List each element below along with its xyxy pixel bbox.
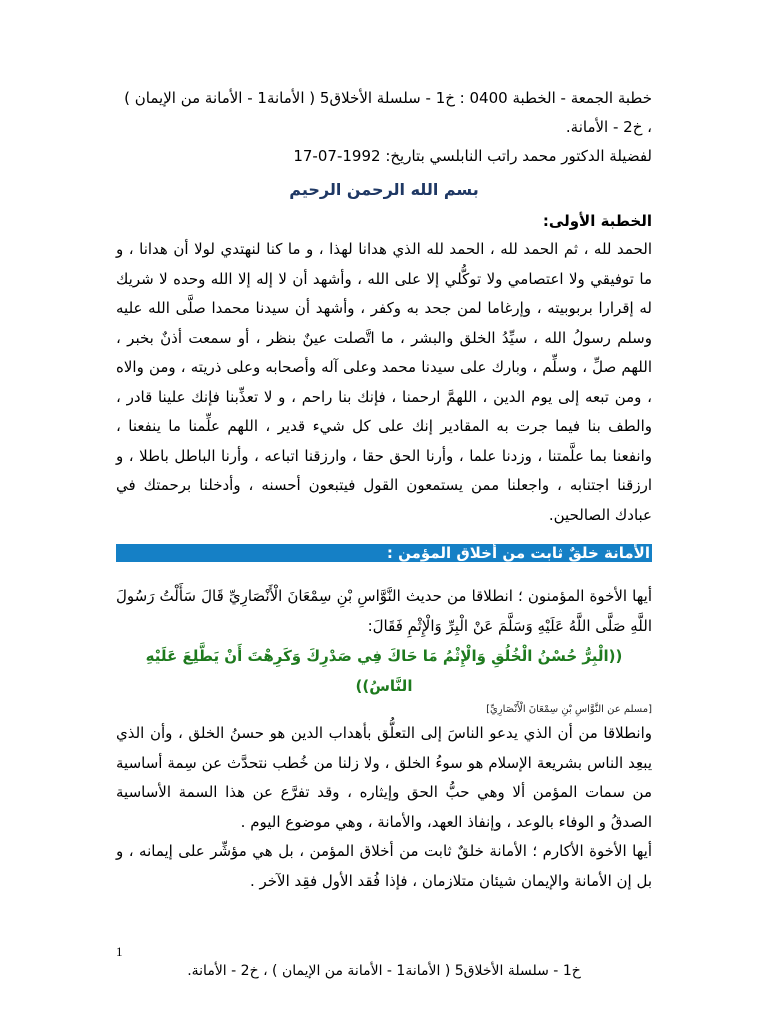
basmala-heading: بسم الله الرحمن الرحيم bbox=[289, 180, 479, 199]
page-footer: خ1 - سلسلة الأخلاق5 ( الأمانة1 - الأمانة من الإيمان ) ، خ2 - الأمانة. bbox=[187, 963, 581, 979]
hadith-quote: ((الْبِرُّ حُسْنُ الْخُلُقِ وَالْإِثْمُ مَا حَاكَ فِي صَدْرِكَ وَكَرِهْتَ أَنْ يَطَّلِعَ عَلَيْهِ النَّاسُ)) bbox=[145, 647, 623, 695]
opening-paragraph: الحمد لله ، ثم الحمد لله ، الحمد لله الذي هدانا لهذا ، و ما كنا لنهتدي لولا أن هدانا ، و ما توفيقي ولا اعتصامي ولا توكُّلي إلا على الله ، وأشهد أن لا إله إلا الله وحده لا شريك له إقرارا بربوبيته ، وإرغاما لمن جحد به وكفر ، وأشهد أن سيدنا محمدا صلَّى الله عليه وسلم رسولُ الله ، سيِّدُ الخلق والبشر ، ما اتَّصلت عينٌ بنظر ، أو سمعت أذنٌ بخبر ، اللهم صلِّ ، وسلِّم ، وبارك على سيدنا محمد وعلى آله وأصحابه وعلى ذريته ، ومن والاه ، ومن تبعه إلى يوم الدين ، اللهمَّ ارحمنا ، فإنك بنا راحم ، و لا تعذِّبنا فإنك علينا قادر ، والطف بنا فيما جرت به المقادير إنك على كل شيء قدير ، اللهم علِّمنا ما ينفعنا ، وانفعنا بما علَّمتنا ، وزدنا علما ، وأرنا الحق حقا ، وارزقنا اتباعه ، وأرنا الباطل باطلا ، و ارزقنا اجتنابه ، واجعلنا ممن يستمعون القول فيتبعون أحسنه ، وأدخلنا برحمتك في عبادك الصالحين. bbox=[116, 240, 652, 524]
first-khutba-title: الخطبة الأولى: bbox=[542, 212, 652, 230]
intro-paragraph: أيها الأخوة المؤمنون ؛ انطلاقا من حديث النَّوَّاسِ بْنِ سِمْعَانَ الْأَنْصَارِيِّ قَالَ سَأَلْتُ رَسُولَ اللَّهِ صَلَّى اللَّهُ عَلَيْهِ وَسَلَّمَ عَنْ الْبِرِّ وَالْإِثْمِ فَقَالَ: bbox=[116, 587, 652, 635]
hadith-source: [مسلم عن النَّوَّاسِ بْنِ سِمْعَانَ الْأَنْصَارِيِّ] bbox=[486, 704, 652, 715]
paragraph-three: وانطلاقا من أن الذي يدعو الناسَ إلى التعلُّق بأهداب الدين هو حسنُ الخلق ، وأن الذي يبعِد الناس بشريعة الإسلام هو سوءُ الخلق ، ولا زلنا من خُطب نتحدَّث عن سِمة أساسية من سمات المؤمن ألا وهي حبُّ الحق وإيثاره ، وقد تفرَّع عن هذا السمة الأساسية الصدقُ و الوفاء بالوعد ، وإنفاذ العهد، والأمانة ، وهي موضوع اليوم . bbox=[116, 724, 652, 831]
section-title-bar: الأمانة خلقٌ ثابت من أخلاق المؤمن : bbox=[116, 544, 652, 562]
header-author-date: لفضيلة الدكتور محمد راتب النابلسي بتاريخ: 1992-07-17 bbox=[293, 147, 652, 165]
header-title: خطبة الجمعة - الخطبة 0400 : خ1 - سلسلة الأخلاق5 ( الأمانة1 - الأمانة من الإيمان ) ، خ2 - الأمانة. bbox=[124, 89, 652, 136]
paragraph-four: أيها الأخوة الأكارم ؛ الأمانة خلقٌ ثابت من أخلاق المؤمن ، بل هي مؤشِّر على إيمانه ، و بل إن الأمانة والإيمان شيئان متلازمان ، فإذا فُقد الأول فقِد الآخر . bbox=[116, 842, 652, 890]
page-number: 1 bbox=[116, 944, 123, 959]
document-header bbox=[116, 84, 652, 171]
document-body bbox=[116, 84, 652, 896]
